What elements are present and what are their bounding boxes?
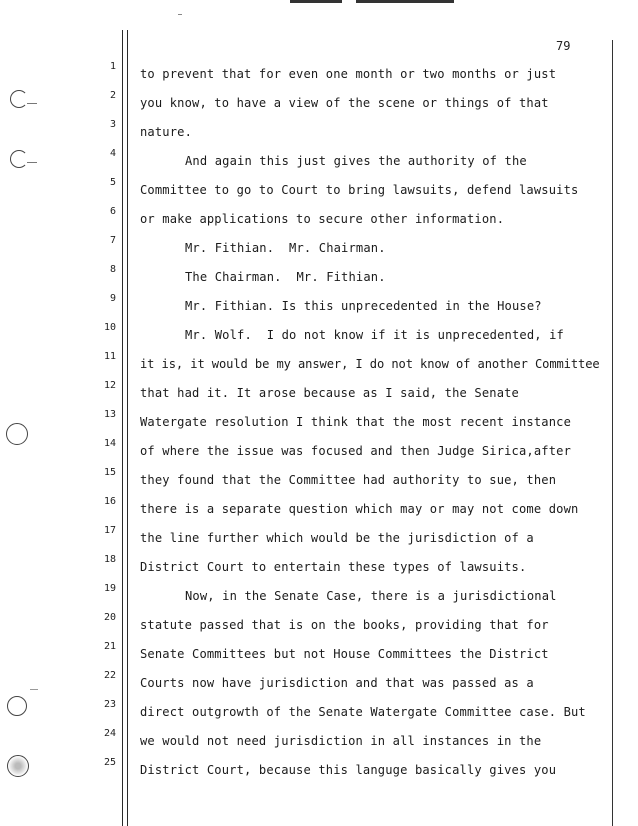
line-number: 7 [109,235,116,246]
line-number: 21 [103,641,116,652]
transcript-line: you know, to have a view of the scene or things of that [140,96,549,110]
transcript-line: to prevent that for even one month or two months or just [140,67,557,81]
transcript-line: there is a separate question which may or may not come down [140,502,579,516]
line-number: 20 [103,612,116,623]
transcript-line: Courts now have jurisdiction and that was passed as a [140,676,534,690]
line-number: 25 [103,757,116,768]
hole-punch-icon [7,755,29,777]
margin-rule [127,30,128,826]
line-number: 22 [103,670,116,681]
line-number: 13 [103,409,116,420]
line-number: 6 [109,206,116,217]
scan-artifact [290,0,342,3]
transcript-line: statute passed that is on the books, providing that for [140,618,549,632]
transcript-line: or make applications to secure other information. [140,212,505,226]
transcript-line: And again this just gives the authority of the [185,154,527,168]
transcript-line: the line further which would be the jurisdiction of a [140,531,534,545]
transcript-line: that had it. It arose because as I said, the Senate [140,386,519,400]
right-margin-rule [612,40,613,826]
transcript-line: Committee to go to Court to bring lawsuits, defend lawsuits [140,183,579,197]
line-number: 4 [109,148,116,159]
line-number: 10 [103,322,116,333]
line-number: 17 [103,525,116,536]
line-number: 24 [103,728,116,739]
margin-rule [122,30,123,826]
line-number: 14 [103,438,116,449]
transcript-line: Mr. Fithian. Is this unprecedented in the House? [185,299,542,313]
transcript-line: District Court, because this languge basically gives you [140,763,557,777]
transcript-line: Senate Committees but not House Committees the District [140,647,549,661]
line-number: 15 [103,467,116,478]
line-number: 12 [103,380,116,391]
line-number: 1 [109,61,116,72]
line-number: 3 [109,119,116,130]
scan-artifact [178,14,182,15]
line-number: 9 [109,293,116,304]
line-number: 11 [103,351,116,362]
page-number: 79 [556,39,571,53]
transcript-line: Mr. Fithian. Mr. Chairman. [185,241,386,255]
hole-punch-icon [10,90,28,108]
line-number: 16 [103,496,116,507]
hole-punch-icon [27,162,37,163]
transcript-line: Watergate resolution I think that the most recent instance [140,415,572,429]
transcript-line: nature. [140,125,193,139]
hole-punch-icon [6,423,28,445]
line-number: 5 [109,177,116,188]
transcript-line: of where the issue was focused and then Judge Sirica,after [140,444,572,458]
transcript-line: we would not need jurisdiction in all instances in the [140,734,542,748]
transcript-line: The Chairman. Mr. Fithian. [185,270,386,284]
line-number: 18 [103,554,116,565]
transcript-line: Now, in the Senate Case, there is a jurisdictional [185,589,557,603]
transcript-line: District Court to entertain these types of lawsuits. [140,560,527,574]
transcript-line: direct outgrowth of the Senate Watergate Committee case. But [140,705,586,719]
line-number: 23 [103,699,116,710]
transcript-line: they found that the Committee had authority to sue, then [140,473,557,487]
scan-artifact [356,0,454,3]
line-number: 19 [103,583,116,594]
hole-punch-icon [30,689,38,690]
transcript-line: it is, it would be my answer, I do not know of another Committee [140,357,600,371]
hole-punch-icon [7,696,27,716]
line-number: 2 [109,90,116,101]
transcript-line: Mr. Wolf. I do not know if it is unprecedented, if [185,328,564,342]
hole-punch-icon [27,103,37,104]
line-number: 8 [109,264,116,275]
hole-punch-icon [10,150,28,168]
